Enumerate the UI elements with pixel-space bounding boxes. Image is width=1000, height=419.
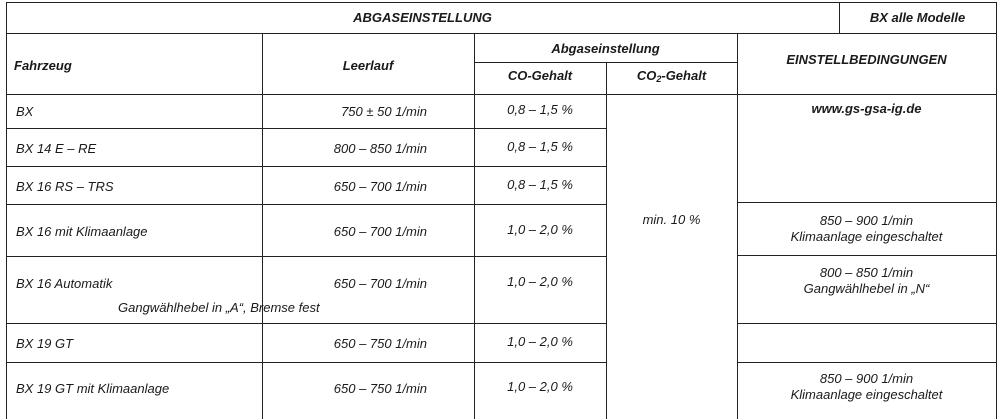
row-vehicle: BX (16, 104, 34, 119)
table-border-right (996, 2, 997, 419)
table-border-top (6, 2, 996, 3)
row-condition-text: Klimaanlage eingeschaltet (790, 387, 943, 402)
row-co: 0,8 – 1,5 % (507, 102, 573, 117)
row-condition-rpm: 850 – 900 1/min (819, 371, 914, 386)
column-header-divider (6, 94, 996, 95)
row-divider (6, 362, 606, 363)
row-vehicle: BX 16 RS – TRS (16, 179, 114, 194)
models-label: BX alle Modelle (869, 10, 966, 25)
row-co: 1,0 – 2,0 % (507, 334, 573, 349)
table-border-left (6, 2, 7, 419)
row-co: 0,8 – 1,5 % (507, 139, 573, 154)
row-idle: 650 – 750 1/min (333, 381, 427, 396)
row-idle: 650 – 700 1/min (333, 224, 427, 239)
column-header-co: CO-Gehalt (507, 68, 573, 83)
conditions-divider (737, 255, 996, 256)
row-note: Gangwählhebel in „A“, Bremse fest (118, 300, 320, 315)
conditions-divider (737, 202, 996, 203)
row-condition-text: Klimaanlage eingeschaltet (790, 229, 943, 244)
column-header-idle: Leerlauf (342, 58, 394, 73)
row-vehicle: BX 16 mit Klimaanlage (16, 224, 148, 239)
row-condition-text: Gangwählhebel in „N“ (803, 281, 930, 296)
row-idle: 800 – 850 1/min (333, 141, 427, 156)
column-header-exhaust-setting: Abgaseinstellung (551, 41, 660, 56)
column-divider-co2 (606, 62, 607, 419)
row-divider (6, 128, 606, 129)
conditions-divider (737, 362, 996, 363)
row-co: 1,0 – 2,0 % (507, 222, 573, 237)
column-header-conditions: EINSTELLBEDINGUNGEN (786, 52, 947, 67)
column-header-co2: $CO_2$-Gehalt (636, 68, 707, 84)
row-condition-rpm: 850 – 900 1/min (819, 213, 914, 228)
row-vehicle: BX 19 GT (16, 336, 74, 351)
website-link[interactable]: www.gs-gsa-ig.de (811, 101, 922, 116)
row-co: 1,0 – 2,0 % (507, 379, 573, 394)
row-co: 0,8 – 1,5 % (507, 177, 573, 192)
co2-value: min. 10 % (642, 212, 701, 227)
row-condition-rpm: 800 – 850 1/min (819, 265, 914, 280)
row-vehicle: BX 19 GT mit Klimaanlage (16, 381, 170, 396)
row-idle: 650 – 700 1/min (333, 179, 427, 194)
row-vehicle: BX 14 E – RE (16, 141, 97, 156)
row-co: 1,0 – 2,0 % (507, 274, 573, 289)
row-divider (6, 204, 606, 205)
conditions-divider (737, 323, 996, 324)
row-idle: 650 – 700 1/min (333, 276, 427, 291)
row-vehicle: BX 16 Automatik (16, 276, 113, 291)
row-divider (6, 256, 606, 257)
header-divider (6, 33, 996, 34)
row-idle: 750 ± 50 1/min (341, 104, 427, 119)
row-idle: 650 – 750 1/min (333, 336, 427, 351)
row-divider (6, 166, 606, 167)
table-title: ABGASEINSTELLUNG (353, 10, 492, 25)
row-divider (6, 323, 606, 324)
column-header-vehicle: Fahrzeug (14, 58, 72, 73)
